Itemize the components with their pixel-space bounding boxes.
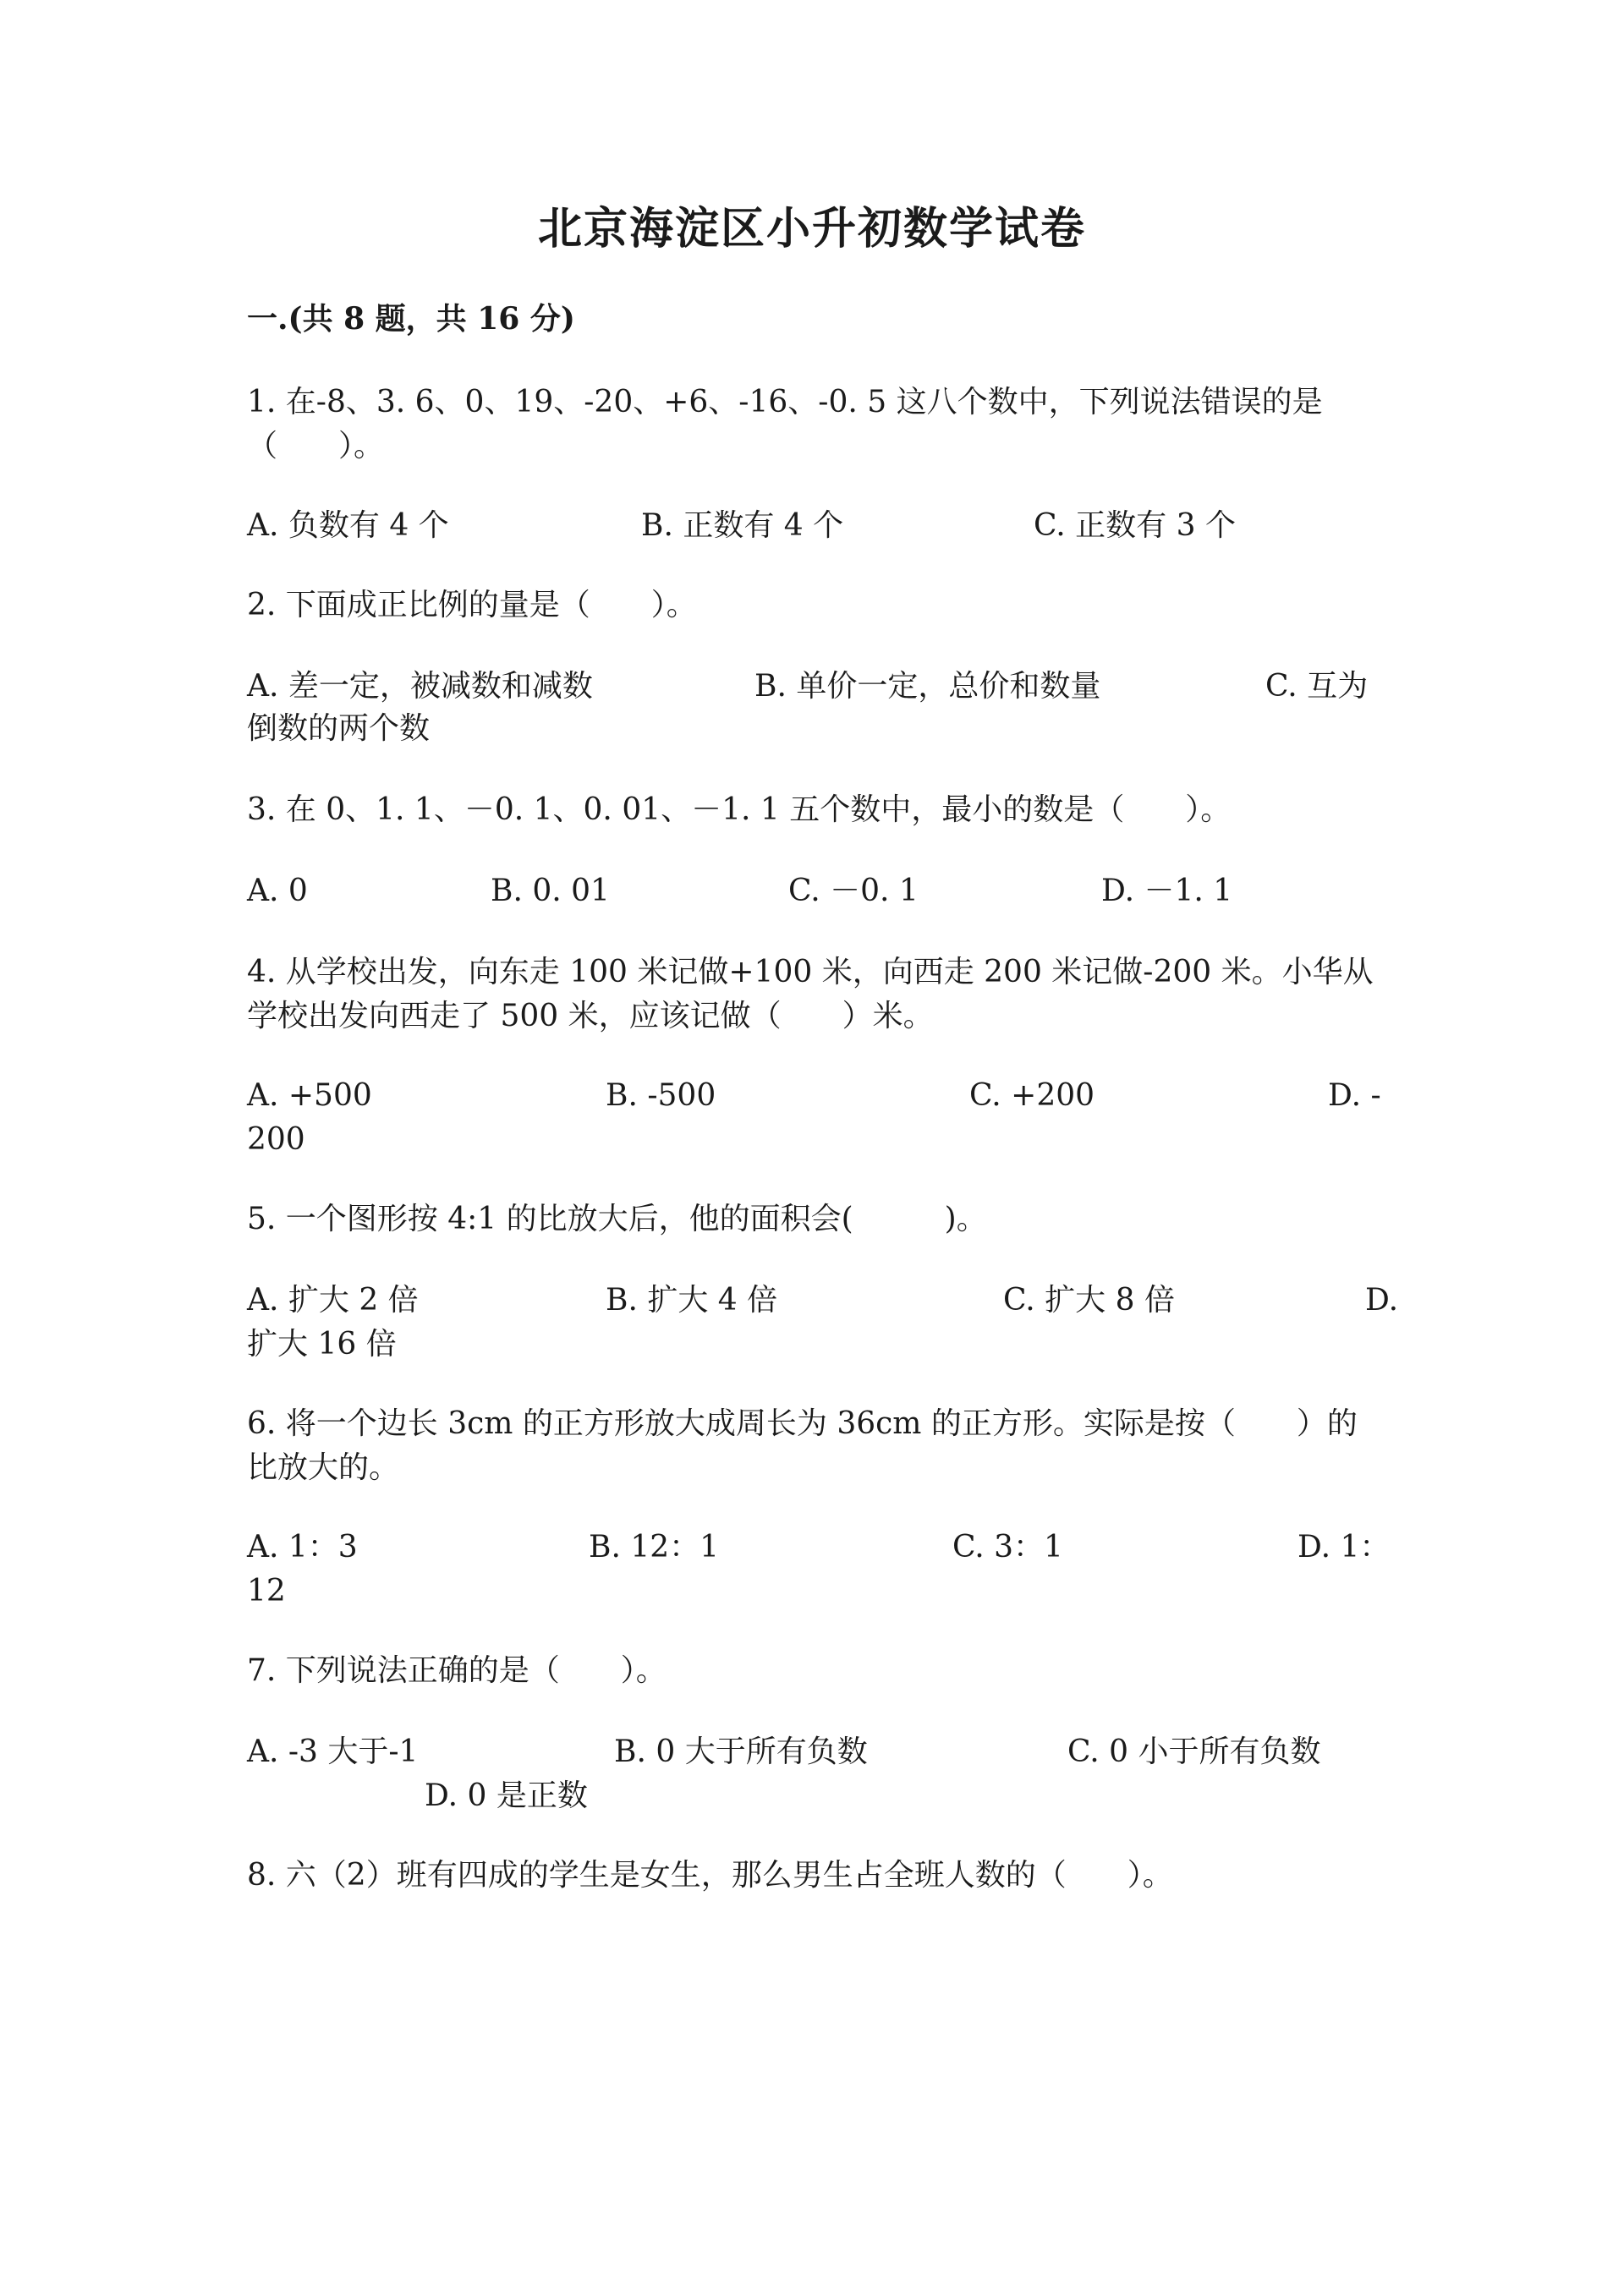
question-1-line-1: 1. 在-8、3. 6、0、19、-20、+6、-16、-0. 5 这八个数中，下列说法错误的是 (247, 385, 1323, 419)
question-7-text (247, 1649, 1380, 1693)
question-2-option-b: B. 单价一定，总价和数量 (754, 669, 1101, 704)
question-2-option-c-cont: 倒数的两个数 (247, 711, 431, 746)
question-6-line-1: 6. 将一个边长 3cm 的正方形放大成周长为 36cm 的正方形。实际是按（ ）的 (247, 1406, 1358, 1441)
question-4-option-a: A. +500 (247, 1078, 372, 1113)
question-6-line-2: 比放大的。 (247, 1450, 400, 1485)
question-3-option-c: C. －0. 1 (788, 874, 919, 908)
question-1-option-b: B. 正数有 4 个 (641, 508, 844, 543)
question-6-option-d: D. 1： (1298, 1530, 1391, 1564)
question-6-text (247, 1402, 1380, 1490)
question-3-text (247, 788, 1380, 832)
question-4-option-d-cont: 200 (247, 1122, 305, 1157)
question-2-text (247, 584, 1380, 627)
question-3-option-a: A. 0 (247, 874, 308, 908)
question-7-option-c: C. 0 小于所有负数 (1067, 1734, 1321, 1769)
section-heading: 一.(共 8 题，共 16 分) (247, 301, 575, 337)
question-8-text (247, 1854, 1380, 1898)
question-4-line-1: 4. 从学校出发，向东走 100 米记做+100 米，向西走 200 米记做-200 米。小华从 (247, 955, 1374, 989)
question-5-option-d-cont: 扩大 16 倍 (247, 1327, 397, 1362)
question-7-option-a: A. -3 大于-1 (247, 1734, 419, 1769)
question-7-line-1: 7. 下列说法正确的是（ ）。 (247, 1653, 667, 1688)
question-5-text (247, 1197, 1380, 1241)
question-1-line-2: （ ）。 (247, 429, 385, 463)
question-6-option-d-cont: 12 (247, 1574, 286, 1608)
question-4-option-c: C. +200 (969, 1078, 1095, 1113)
question-1-option-a: A. 负数有 4 个 (247, 508, 449, 543)
question-2-line-1: 2. 下面成正比例的量是（ ）。 (247, 588, 697, 622)
question-5-line-1: 5. 一个图形按 4:1 的比放大后，他的面积会( )。 (247, 1202, 987, 1236)
question-6-option-b: B. 12：1 (589, 1530, 720, 1564)
question-4-text (247, 951, 1380, 1038)
question-5-option-a: A. 扩大 2 倍 (247, 1283, 419, 1318)
question-5-option-c: C. 扩大 8 倍 (1003, 1283, 1175, 1318)
question-5-option-d: D. (1365, 1283, 1399, 1318)
question-3-line-1: 3. 在 0、1. 1、－0. 1、0. 01、－1. 1 五个数中，最小的数是（ ）。 (247, 792, 1232, 827)
question-4-option-d: D. - (1328, 1078, 1381, 1113)
question-6-option-c: C. 3：1 (952, 1530, 1063, 1564)
question-7-option-b: B. 0 大于所有负数 (614, 1734, 868, 1769)
question-2-option-a: A. 差一定，被减数和减数 (247, 669, 593, 704)
question-8-line-1: 8. 六（2）班有四成的学生是女生，那么男生占全班人数的（ ）。 (247, 1858, 1173, 1893)
question-2-option-c: C. 互为 (1265, 669, 1369, 704)
question-1-text (247, 381, 1380, 469)
question-3-option-b: B. 0. 01 (491, 874, 610, 908)
page-title: 北京海淀区小升初数学试卷 (537, 203, 1086, 255)
question-4-option-b: B. -500 (606, 1078, 716, 1113)
question-7-option-d: D. 0 是正数 (425, 1778, 588, 1813)
question-4-line-2: 学校出发向西走了 500 米，应该记做（ ）米。 (247, 999, 934, 1033)
question-6-option-a: A. 1：3 (247, 1530, 358, 1564)
question-3-option-d: D. －1. 1 (1101, 874, 1233, 908)
question-5-option-b: B. 扩大 4 倍 (606, 1283, 778, 1318)
question-1-option-c: C. 正数有 3 个 (1034, 508, 1236, 543)
